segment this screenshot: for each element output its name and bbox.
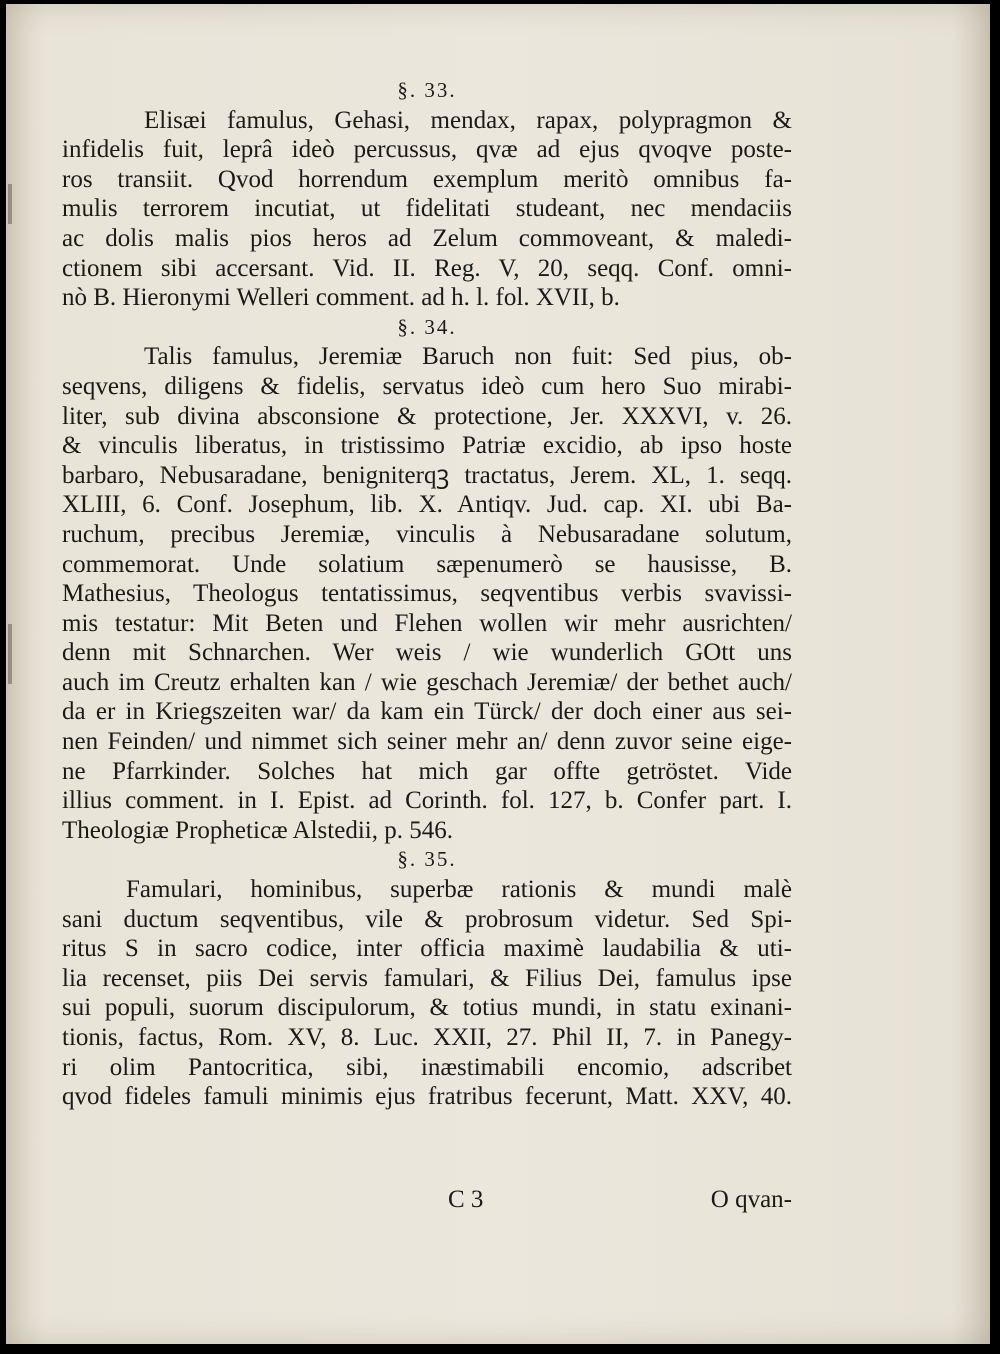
text-line: barbaro, Nebusaradane, benigniterqꝫ tractatus, Jerem. XL, 1. seqq. [62,461,792,489]
page-edge-mark [8,624,12,684]
text-line: nò B. Hieronymi Welleri comment. ad h. l. fol. XVII, b. [62,284,620,312]
page-edge-mark [8,184,12,224]
text-line: sui populi, suorum discipulorum, & totius mundi, in statu exinani- [62,994,792,1022]
text-line: ri olim Pantocritica, sibi, inæstimabili encomio, adscribet [62,1053,792,1081]
text-line: ritus S in sacro codice, inter officia maximè laudabilia & uti- [62,935,792,963]
text-line: ac dolis malis pios heros ad Zelum commoveant, & maledi- [62,224,792,252]
text-line: lia recenset, piis Dei servis famulari, & Filius Dei, famulus ipse [62,964,792,992]
text-line: & vinculis liberatus, in tristissimo Patriæ excidio, ab ipso hoste [62,432,792,460]
text-line: mulis terrorem incutiat, ut fidelitati studeant, nec mendaciis [62,195,792,223]
text-line: liter, sub divina absconsione & protectione, Jer. XXXVI, v. 26. [62,402,792,430]
text-line: commemorat. Unde solatium sæpenumerò se hausisse, B. [62,550,792,578]
text-line: infidelis fuit, leprâ ideò percussus, qvæ ad ejus qvoqve poste- [62,136,792,164]
text-line: XLIII, 6. Conf. Josephum, lib. X. Antiqv. Jud. cap. XI. ubi Ba- [62,491,792,519]
section-number: §. 35. [397,847,457,872]
text-line: ctionem sibi accersant. Vid. II. Reg. V, 20, seqq. Conf. omni- [62,254,792,282]
text-line: qvod fideles famuli minimis ejus fratribus fecerunt, Matt. XXV, 40. [62,1083,792,1111]
text-line: auch im Creutz erhalten kan / wie geschach Jeremiæ/ der bethet auch/ [62,668,792,696]
section-number: §. 33. [397,78,457,102]
page-text [62,76,792,1112]
text-line: sani ductum seqventibus, vile & probrosum videtur. Sed Spi- [62,905,792,933]
text-line: nen Feinden/ und nimmet sich seiner mehr an/ denn zuvor seine eige- [62,728,792,756]
text-line: seqvens, diligens & fidelis, servatus ideò cum hero Suo mirabi- [62,372,792,400]
text-line: illius comment. in I. Epist. ad Corinth. fol. 127, b. Confer part. I. [62,787,792,815]
text-line: Elisæi famulus, Gehasi, mendax, rapax, polypragmon & [144,106,792,134]
signature-mark: C 3 [448,1186,484,1213]
text-line: ruchum, precibus Jeremiæ, vinculis à Nebusaradane solutum, [62,520,792,548]
text-line: Mathesius, Theologus tentatissimus, seqventibus verbis svavissi- [62,580,792,608]
text-line: ne Pfarrkinder. Solches hat mich gar offte getröstet. Vide [62,757,792,785]
text-line: Talis famulus, Jeremiæ Baruch non fuit: Sed pius, ob- [144,343,792,371]
catchword: O qvan- [710,1186,792,1213]
text-line: ros transiit. Qvod horrendum exemplum meritò omnibus fa- [62,165,792,193]
text-line: mis testatur: Mit Beten und Flehen wollen wir mehr ausrichten/ [62,609,792,637]
text-line: Theologiæ Propheticæ Alstedii, p. 546. [62,816,453,844]
text-line: tionis, factus, Rom. XV, 8. Luc. XXII, 27. Phil II, 7. in Panegy- [62,1024,792,1051]
text-line: Famulari, hominibus, superbæ rationis & mundi malè [126,876,792,904]
page-footer [62,1186,792,1218]
section-number: §. 34. [397,314,457,339]
text-line: denn mit Schnarchen. Wer weis / wie wunderlich GOtt uns [62,639,792,667]
text-line: da er in Kriegszeiten war/ da kam ein Türck/ der doch einer aus sei- [62,698,792,726]
